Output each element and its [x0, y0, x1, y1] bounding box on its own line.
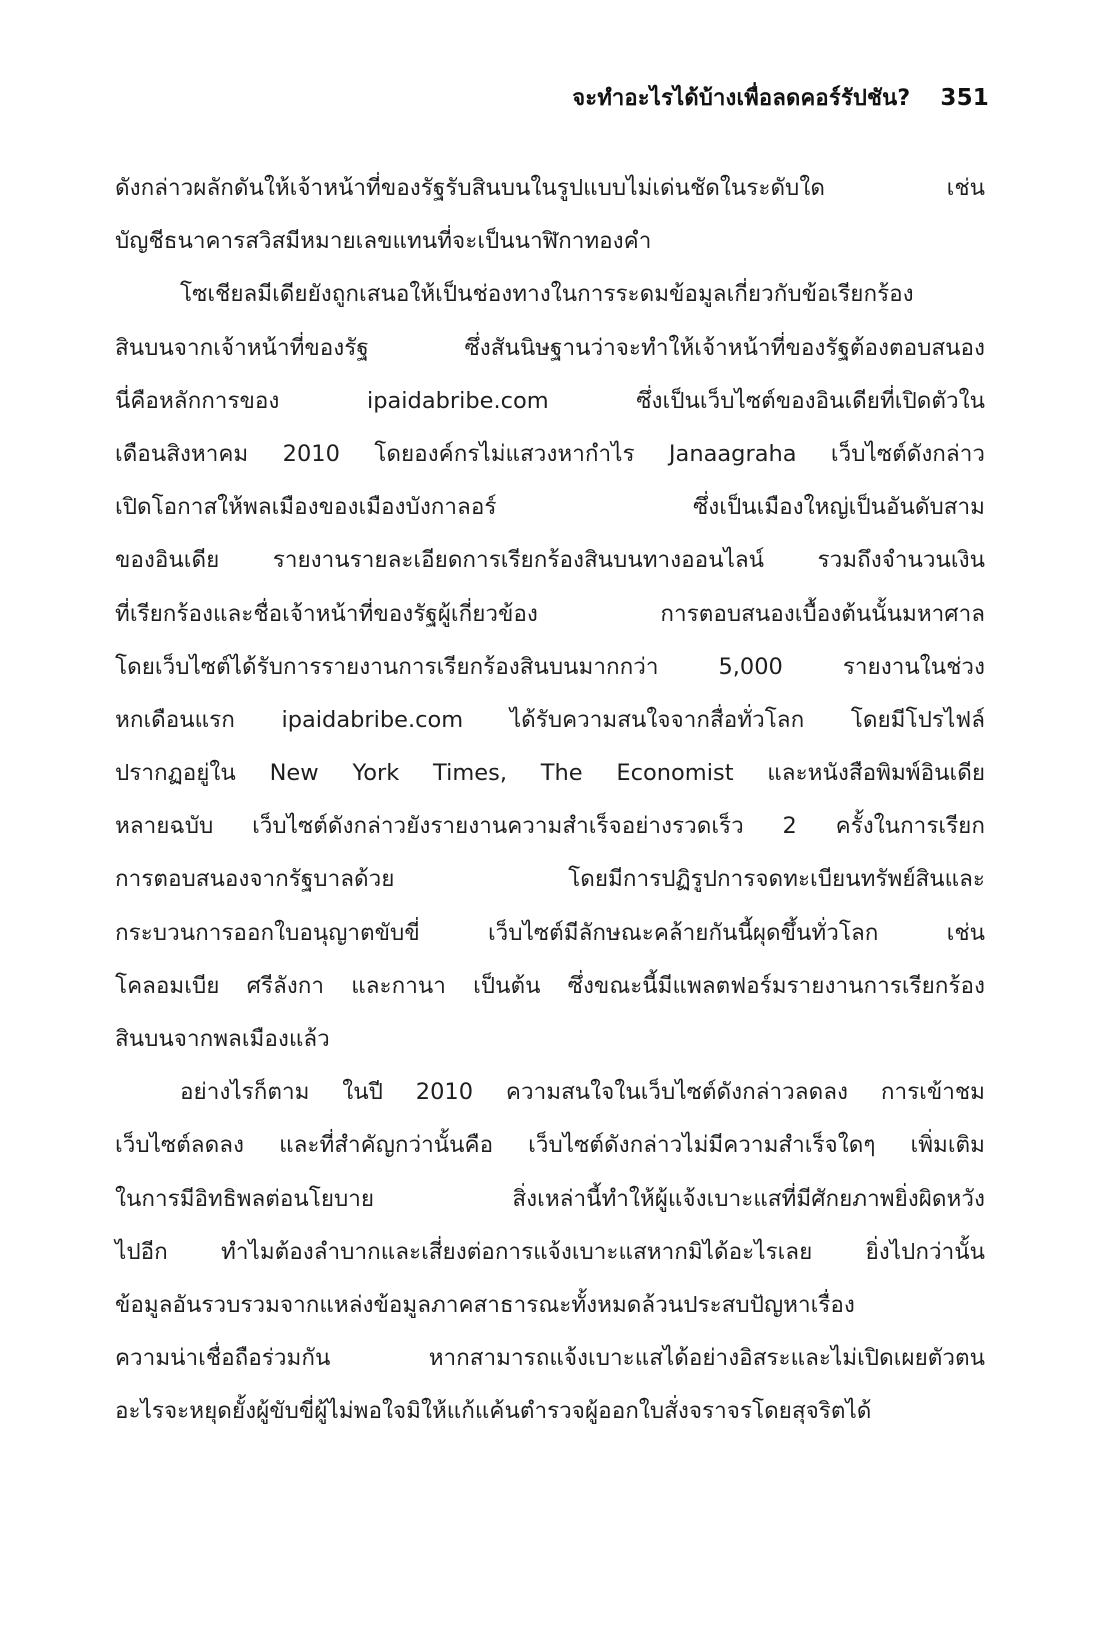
chapter-title: จะทำอะไรได้บ้างเพื่อลดคอร์รัปชัน? — [572, 86, 911, 111]
text-line: อย่างไรก็ตาม ในปี 2010 ความสนใจในเว็บไซต์ดังกล่าวลดลง การเข้าชม — [180, 1079, 985, 1106]
text-line: หกเดือนแรก ipaidabribe.com ได้รับความสนใจจากสื่อทั่วโลก โดยมีโปรไฟล์ — [115, 706, 985, 733]
text-line: ปรากฏอยู่ใน New York Times, The Economist และหนังสือพิมพ์อินเดีย — [115, 760, 985, 787]
text-line: สินบนจากพลเมืองแล้ว — [115, 1026, 330, 1052]
text-line: การตอบสนองจากรัฐบาลด้วย โดยมีการปฏิรูปการจดทะเบียนทรัพย์สินและ — [115, 866, 985, 893]
running-header — [572, 80, 989, 115]
paragraph-3 — [115, 1066, 985, 1438]
body-text — [115, 162, 985, 1439]
text-line: เปิดโอกาสให้พลเมืองของเมืองบังกาลอร์ ซึ่งเป็นเมืองใหญ่เป็นอันดับสาม — [115, 494, 985, 521]
page-number: 351 — [940, 85, 989, 111]
text-line: เว็บไซต์ลดลง และที่สำคัญกว่านั้นคือ เว็บไซต์ดังกล่าวไม่มีความสำเร็จใดๆ เพิ่มเติม — [115, 1132, 985, 1159]
text-line: หลายฉบับ เว็บไซต์ดังกล่าวยังรายงานความสำเร็จอย่างรวดเร็ว 2 ครั้งในการเรียก — [115, 813, 985, 840]
text-line: นี่คือหลักการของ ipaidabribe.com ซึ่งเป็นเว็บไซต์ของอินเดียที่เปิดตัวใน — [115, 387, 985, 414]
text-line: อะไรจะหยุดยั้งผู้ขับขี่ผู้ไม่พอใจมิให้แก้แค้นตำรวจผู้ออกใบสั่งจราจรโดยสุจริตได้ — [115, 1398, 872, 1425]
paragraph-2 — [115, 268, 985, 1066]
text-line: ดังกล่าวผลักดันให้เจ้าหน้าที่ของรัฐรับสินบนในรูปแบบไม่เด่นชัดในระดับใด เช่น — [115, 175, 985, 201]
text-line: ในการมีอิทธิพลต่อนโยบาย สิ่งเหล่านี้ทำให้ผู้แจ้งเบาะแสที่มีศักยภาพยิ่งผิดหวัง — [115, 1185, 985, 1212]
text-line: ไปอีก ทำไมต้องลำบากและเสี่ยงต่อการแจ้งเบาะแสหากมิได้อะไรเลย ยิ่งไปกว่านั้น — [115, 1238, 985, 1265]
text-line: บัญชีธนาคารสวิสมีหมายเลขแทนที่จะเป็นนาฬิกาทองคำ — [115, 228, 652, 255]
text-line: เดือนสิงหาคม 2010 โดยองค์กรไม่แสวงหากำไร Janaagraha เว็บไซต์ดังกล่าว — [115, 440, 985, 467]
paragraph-1 — [115, 162, 985, 268]
text-line: ข้อมูลอันรวบรวมจากแหล่งข้อมูลภาคสาธารณะทั้งหมดล้วนประสบปัญหาเรื่อง — [115, 1291, 855, 1318]
text-line: โคลอมเบีย ศรีลังกา และกานา เป็นต้น ซึ่งขณะนี้มีแพลตฟอร์มรายงานการเรียกร้อง — [115, 972, 985, 999]
text-line: โซเชียลมีเดียยังถูกเสนอให้เป็นช่องทางในการระดมข้อมูลเกี่ยวกับข้อเรียกร้อง — [180, 281, 914, 308]
text-line: สินบนจากเจ้าหน้าที่ของรัฐ ซึ่งสันนิษฐานว่าจะทำให้เจ้าหน้าที่ของรัฐต้องตอบสนอง — [115, 334, 985, 361]
text-line: ความน่าเชื่อถือร่วมกัน หากสามารถแจ้งเบาะแสได้อย่างอิสระและไม่เปิดเผยตัวตน — [115, 1345, 985, 1372]
text-line: ของอินเดีย รายงานรายละเอียดการเรียกร้องสินบนทางออนไลน์ รวมถึงจำนวนเงิน — [115, 547, 985, 574]
text-line: ที่เรียกร้องและชื่อเจ้าหน้าที่ของรัฐผู้เกี่ยวข้อง การตอบสนองเบื้องต้นนั้นมหาศาล — [115, 600, 985, 627]
text-line: กระบวนการออกใบอนุญาตขับขี่ เว็บไซต์มีลักษณะคล้ายกันนี้ผุดขึ้นทั่วโลก เช่น — [115, 919, 985, 946]
text-line: โดยเว็บไซต์ได้รับการรายงานการเรียกร้องสินบนมากกว่า 5,000 รายงานในช่วง — [115, 653, 985, 680]
